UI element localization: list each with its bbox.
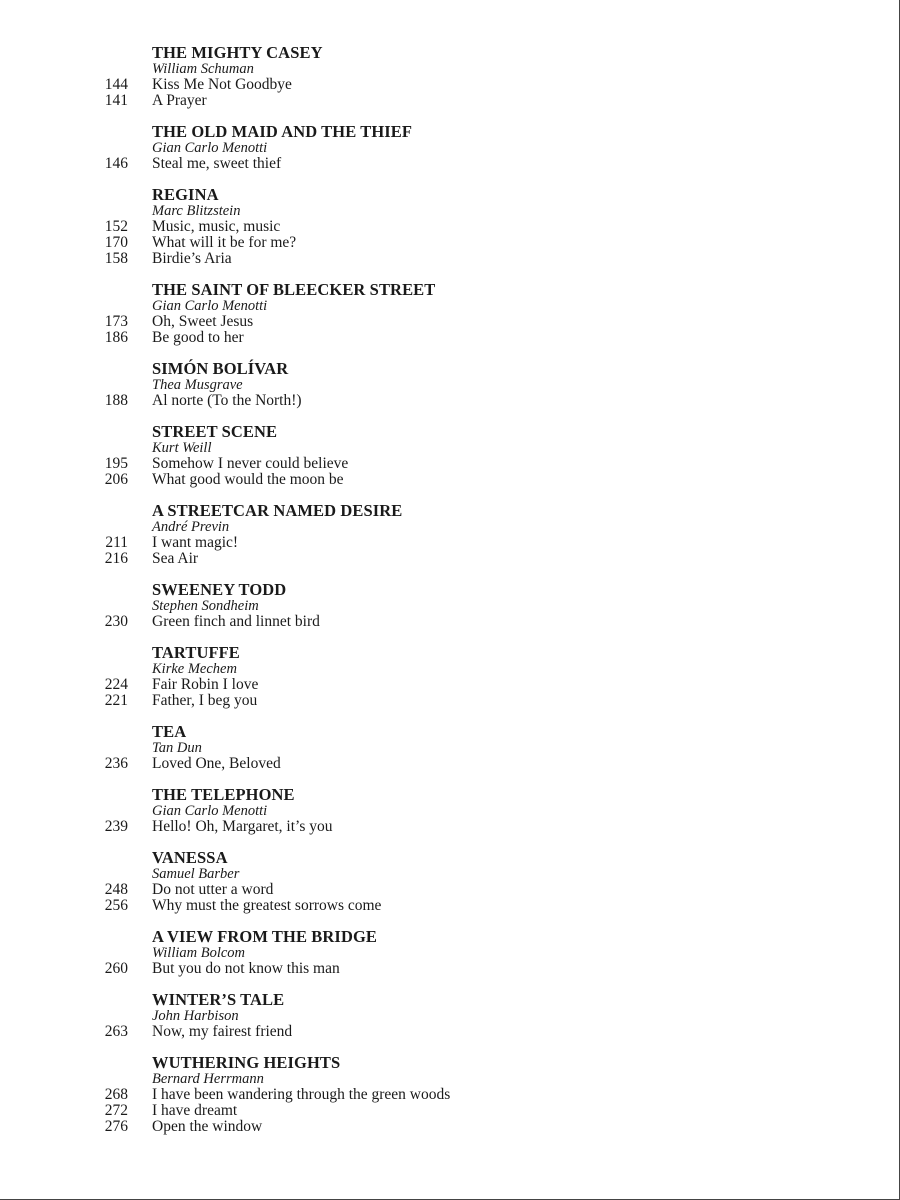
page-number: 211	[105, 534, 128, 551]
song-row	[0, 614, 880, 630]
page-number: 146	[104, 155, 128, 172]
song-title: Be good to her	[152, 329, 244, 346]
song-title: Birdie’s Aria	[152, 250, 232, 267]
opera-entry	[0, 423, 880, 488]
opera-title: THE TELEPHONE	[152, 785, 295, 804]
song-row	[0, 882, 880, 898]
song-title: Steal me, sweet thief	[152, 155, 282, 172]
opera-title: SWEENEY TODD	[152, 580, 287, 599]
song-row	[0, 677, 880, 693]
opera-title: A VIEW FROM THE BRIDGE	[152, 927, 377, 946]
composer-name: Thea Musgrave	[152, 377, 243, 393]
song-row	[0, 1087, 880, 1103]
song-row	[0, 219, 880, 235]
song-title: Al norte (To the North!)	[152, 392, 302, 409]
opera-title: VANESSA	[152, 848, 228, 867]
opera-entry	[0, 928, 880, 977]
song-title: Sea Air	[152, 550, 199, 567]
page-number: 221	[104, 692, 128, 709]
opera-entry	[0, 991, 880, 1040]
page-number: 141	[104, 92, 128, 109]
page-number: 152	[104, 218, 128, 235]
song-title: Somehow I never could believe	[152, 455, 349, 472]
song-row	[0, 756, 880, 772]
song-title: Hello! Oh, Margaret, it’s you	[152, 818, 333, 835]
opera-entry	[0, 123, 880, 172]
composer-name: Tan Dun	[152, 740, 202, 756]
opera-entry	[0, 502, 880, 567]
page-number: 173	[104, 313, 128, 330]
opera-title: STREET SCENE	[152, 422, 278, 441]
opera-entry	[0, 581, 880, 630]
song-row	[0, 535, 880, 551]
opera-title: THE OLD MAID AND THE THIEF	[152, 122, 413, 141]
opera-entry	[0, 644, 880, 709]
song-title: Kiss Me Not Goodbye	[152, 76, 292, 93]
song-title: A Prayer	[152, 92, 207, 109]
opera-entry	[0, 360, 880, 409]
song-row	[0, 1103, 880, 1119]
song-title: What good would the moon be	[152, 471, 344, 488]
song-title: Father, I beg you	[152, 692, 258, 709]
song-title: I want magic!	[152, 534, 239, 551]
page-number: 186	[104, 329, 128, 346]
song-title: Do not utter a word	[152, 881, 274, 898]
song-row	[0, 819, 880, 835]
song-title: Why must the greatest sorrows come	[152, 897, 382, 914]
composer-name: Bernard Herrmann	[152, 1071, 264, 1087]
opera-title: REGINA	[152, 185, 219, 204]
page-number: 268	[104, 1086, 128, 1103]
song-title: Open the window	[152, 1118, 263, 1135]
opera-title: WINTER’S TALE	[152, 990, 285, 1009]
page-number: 236	[104, 755, 128, 772]
page-number: 272	[104, 1102, 128, 1119]
song-row	[0, 693, 880, 709]
song-row	[0, 93, 880, 109]
song-row	[0, 1024, 880, 1040]
song-row	[0, 77, 880, 93]
song-row	[0, 156, 880, 172]
song-row	[0, 898, 880, 914]
composer-name: William Bolcom	[152, 945, 246, 961]
song-title: What will it be for me?	[152, 234, 297, 251]
song-title: Loved One, Beloved	[152, 755, 281, 772]
song-row	[0, 235, 880, 251]
page-number: 195	[104, 455, 128, 472]
song-row	[0, 330, 880, 346]
song-title: Green finch and linnet bird	[152, 613, 320, 630]
page-number: 224	[104, 676, 128, 693]
composer-name: Gian Carlo Menotti	[152, 803, 268, 819]
song-row	[0, 393, 880, 409]
page-number: 230	[104, 613, 128, 630]
opera-title: WUTHERING HEIGHTS	[152, 1053, 341, 1072]
page-number: 256	[104, 897, 128, 914]
opera-title: A STREETCAR NAMED DESIRE	[152, 501, 403, 520]
composer-name: Stephen Sondheim	[152, 598, 259, 614]
opera-entry	[0, 786, 880, 835]
opera-title: THE SAINT OF BLEECKER STREET	[152, 280, 436, 299]
song-row	[0, 472, 880, 488]
composer-name: John Harbison	[152, 1008, 239, 1024]
table-of-contents	[0, 44, 880, 1149]
page-number: 263	[104, 1023, 128, 1040]
opera-entry	[0, 1054, 880, 1135]
page-number: 206	[104, 471, 128, 488]
song-title: Oh, Sweet Jesus	[152, 313, 254, 330]
song-row	[0, 314, 880, 330]
song-row	[0, 456, 880, 472]
composer-name: Samuel Barber	[152, 866, 240, 882]
composer-name: Gian Carlo Menotti	[152, 298, 268, 314]
opera-entry	[0, 723, 880, 772]
page-number: 144	[104, 76, 128, 93]
page-number: 260	[104, 960, 128, 977]
song-title: Fair Robin I love	[152, 676, 259, 693]
song-title: Now, my fairest friend	[152, 1023, 293, 1040]
opera-entry	[0, 849, 880, 914]
song-title: But you do not know this man	[152, 960, 340, 977]
composer-name: Kurt Weill	[152, 440, 212, 456]
page-number: 248	[104, 881, 128, 898]
opera-entry	[0, 281, 880, 346]
song-row	[0, 551, 880, 567]
page-number: 158	[104, 250, 128, 267]
opera-entry	[0, 44, 880, 109]
song-title: I have dreamt	[152, 1102, 238, 1119]
page-number: 216	[104, 550, 128, 567]
opera-title: TARTUFFE	[152, 643, 240, 662]
composer-name: William Schuman	[152, 61, 254, 77]
song-title: Music, music, music	[152, 218, 281, 235]
opera-title: SIMÓN BOLÍVAR	[152, 359, 289, 378]
opera-title: TEA	[152, 722, 187, 741]
song-title: I have been wandering through the green woods	[152, 1086, 451, 1103]
composer-name: Gian Carlo Menotti	[152, 140, 268, 156]
page-number: 239	[104, 818, 128, 835]
page-number: 188	[104, 392, 128, 409]
page-number: 276	[104, 1118, 128, 1135]
opera-title: THE MIGHTY CASEY	[152, 43, 323, 62]
composer-name: Marc Blitzstein	[152, 203, 241, 219]
page-number: 170	[104, 234, 128, 251]
opera-entry	[0, 186, 880, 267]
composer-name: André Previn	[152, 519, 230, 535]
song-row	[0, 251, 880, 267]
composer-name: Kirke Mechem	[152, 661, 237, 677]
song-row	[0, 961, 880, 977]
song-row	[0, 1119, 880, 1135]
